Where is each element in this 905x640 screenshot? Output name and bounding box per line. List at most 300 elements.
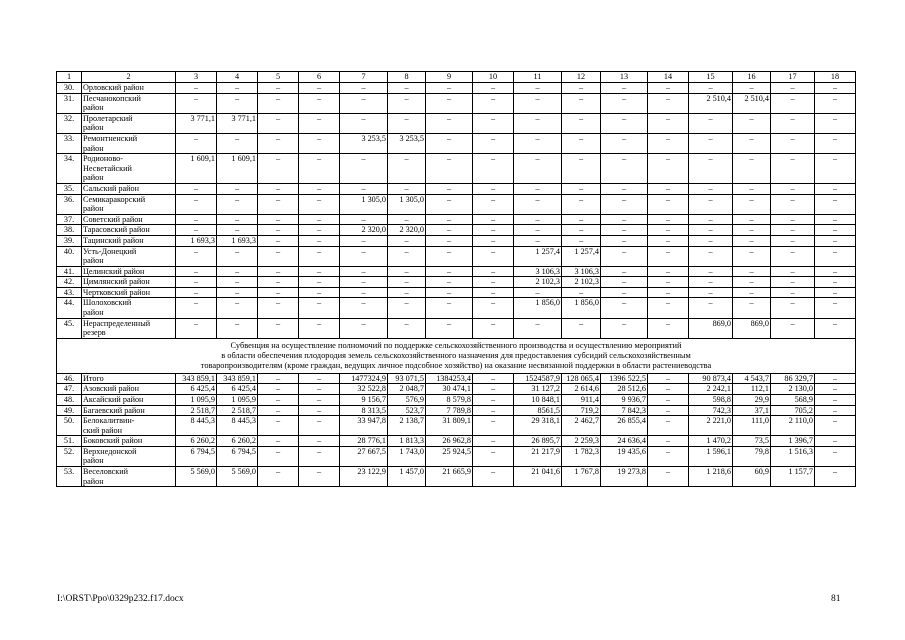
value-cell: – (562, 318, 601, 338)
value-cell: – (217, 183, 258, 194)
district-name-cell (82, 235, 176, 246)
value-cell: 1 516,3 (771, 446, 815, 466)
value-cell: 1 693,3 (217, 235, 258, 246)
section-title-line: в области обеспечения плодородия земель сельскохозяйственного назначения для предоставления субсидий сельскохозяйственным (221, 351, 691, 361)
value-cell: – (176, 183, 217, 194)
value-cell: – (299, 436, 340, 447)
row-number-cell: 53. (57, 467, 82, 487)
district-name-cell (82, 225, 176, 236)
value-cell: 31 127,2 (514, 384, 562, 395)
value-cell: 2 102,3 (514, 277, 562, 288)
value-cell: 60,9 (733, 467, 771, 487)
value-cell: – (340, 246, 388, 266)
value-cell: 568,9 (771, 394, 815, 405)
value-cell: 1 095,9 (176, 394, 217, 405)
value-cell: – (514, 83, 562, 94)
district-name-cell (82, 446, 176, 466)
value-cell: 3 771,1 (217, 113, 258, 133)
value-cell: – (815, 93, 856, 113)
table-row (57, 246, 856, 266)
value-cell: 29 318,1 (514, 416, 562, 436)
value-cell: 1384253,4 (426, 373, 473, 384)
value-cell: – (815, 83, 856, 94)
district-name-cell (82, 394, 176, 405)
value-cell: – (299, 394, 340, 405)
value-cell: 5 569,0 (176, 467, 217, 487)
value-cell: – (473, 318, 514, 338)
value-cell: 8 579,8 (426, 394, 473, 405)
value-cell: – (601, 318, 648, 338)
row-number-cell: 33. (57, 133, 82, 153)
value-cell: – (299, 318, 340, 338)
district-name-line: Усть-Донецкий (83, 246, 137, 256)
value-cell: – (426, 183, 473, 194)
value-cell: – (514, 235, 562, 246)
value-cell: 1 257,4 (562, 246, 601, 266)
value-cell: – (258, 266, 299, 277)
value-cell: 29,9 (733, 394, 771, 405)
value-cell: – (258, 113, 299, 133)
value-cell: – (258, 436, 299, 447)
value-cell: – (388, 246, 426, 266)
value-cell: 112,1 (733, 384, 771, 395)
value-cell: – (473, 277, 514, 288)
table-row (57, 133, 856, 153)
value-cell: 2 048,7 (388, 384, 426, 395)
value-cell: – (299, 246, 340, 266)
value-cell: – (689, 83, 733, 94)
value-cell: 1 609,1 (176, 154, 217, 184)
district-name-line: район (83, 456, 104, 466)
value-cell: – (601, 133, 648, 153)
value-cell: – (733, 113, 771, 133)
value-cell: – (514, 113, 562, 133)
value-cell: – (388, 93, 426, 113)
value-cell: – (426, 287, 473, 298)
value-cell: 86 329,7 (771, 373, 815, 384)
value-cell: – (388, 277, 426, 288)
value-cell: – (258, 93, 299, 113)
value-cell: – (815, 154, 856, 184)
district-name-line: район (83, 476, 104, 486)
value-cell: – (815, 287, 856, 298)
value-cell: – (733, 225, 771, 236)
district-name-cell (82, 277, 176, 288)
value-cell: 343 859,1 (176, 373, 217, 384)
value-cell: 2 221,0 (689, 416, 733, 436)
value-cell: 1 218,6 (689, 467, 733, 487)
value-cell: 1 470,2 (689, 436, 733, 447)
value-cell: – (733, 235, 771, 246)
value-cell: 10 848,1 (514, 394, 562, 405)
value-cell: 869,0 (689, 318, 733, 338)
value-cell: 8 445,3 (176, 416, 217, 436)
value-cell: 26 962,8 (426, 436, 473, 447)
value-cell: – (258, 318, 299, 338)
column-number-cell: 13 (601, 72, 648, 83)
value-cell: – (601, 246, 648, 266)
district-name-line: Ремонтненский (83, 133, 138, 143)
value-cell: 1 305,0 (340, 194, 388, 214)
value-cell: – (258, 467, 299, 487)
table-row (57, 277, 856, 288)
district-name-line: Советский район (83, 214, 143, 224)
table-body (57, 72, 856, 487)
value-cell: – (340, 318, 388, 338)
column-number-cell: 11 (514, 72, 562, 83)
value-cell: – (815, 225, 856, 236)
value-cell: – (771, 235, 815, 246)
table-row (57, 225, 856, 236)
value-cell: – (601, 93, 648, 113)
value-cell: – (176, 266, 217, 277)
value-cell: – (299, 113, 340, 133)
value-cell: – (340, 93, 388, 113)
value-cell: 3 253,5 (388, 133, 426, 153)
value-cell: – (562, 194, 601, 214)
value-cell: 2 320,0 (388, 225, 426, 236)
value-cell: – (648, 235, 689, 246)
row-number-cell: 49. (57, 405, 82, 416)
value-cell: 719,2 (562, 405, 601, 416)
value-cell: – (217, 298, 258, 318)
value-cell: – (258, 298, 299, 318)
value-cell: – (176, 214, 217, 225)
value-cell: – (176, 277, 217, 288)
column-number-cell: 2 (82, 72, 176, 83)
value-cell: – (562, 93, 601, 113)
value-cell: – (815, 446, 856, 466)
value-cell: – (601, 298, 648, 318)
table-row (57, 394, 856, 405)
table-row (57, 287, 856, 298)
value-cell: 8 313,5 (340, 405, 388, 416)
value-cell: – (733, 277, 771, 288)
value-cell: – (299, 93, 340, 113)
value-cell: – (733, 83, 771, 94)
value-cell: 21 217,9 (514, 446, 562, 466)
value-cell: – (217, 194, 258, 214)
value-cell: 3 771,1 (176, 113, 217, 133)
table-row (57, 467, 856, 487)
value-cell: – (648, 416, 689, 436)
value-cell: – (733, 183, 771, 194)
section-title-row (57, 338, 856, 373)
value-cell: – (689, 214, 733, 225)
value-cell: 343 859,1 (217, 373, 258, 384)
value-cell: – (815, 183, 856, 194)
row-number-cell: 32. (57, 113, 82, 133)
row-number-cell: 40. (57, 246, 82, 266)
value-cell: – (217, 266, 258, 277)
value-cell: – (426, 246, 473, 266)
value-cell: – (689, 133, 733, 153)
value-cell: – (815, 246, 856, 266)
value-cell: 1 813,3 (388, 436, 426, 447)
value-cell: 90 873,4 (689, 373, 733, 384)
value-cell: – (771, 318, 815, 338)
value-cell: – (648, 133, 689, 153)
district-name-cell (82, 416, 176, 436)
value-cell: – (340, 113, 388, 133)
column-number-cell: 14 (648, 72, 689, 83)
district-name-cell (82, 214, 176, 225)
value-cell: – (562, 154, 601, 184)
district-name-cell (82, 133, 176, 153)
value-cell: – (648, 93, 689, 113)
value-cell: – (648, 214, 689, 225)
value-cell: – (771, 277, 815, 288)
value-cell: – (340, 287, 388, 298)
value-cell: – (340, 214, 388, 225)
value-cell: – (299, 235, 340, 246)
value-cell: – (648, 467, 689, 487)
value-cell: – (473, 394, 514, 405)
value-cell: – (689, 298, 733, 318)
value-cell: – (473, 214, 514, 225)
value-cell: – (648, 225, 689, 236)
district-name-cell (82, 83, 176, 94)
value-cell: – (514, 154, 562, 184)
district-name-line: Родионово- (83, 154, 123, 164)
district-name-line: Тацинский район (83, 235, 144, 245)
value-cell: 9 156,7 (340, 394, 388, 405)
value-cell: 28 512,6 (601, 384, 648, 395)
value-cell: 2 242,1 (689, 384, 733, 395)
value-cell: 30 474,1 (426, 384, 473, 395)
value-cell: – (733, 133, 771, 153)
value-cell: – (299, 416, 340, 436)
value-cell: – (771, 113, 815, 133)
column-number-cell: 16 (733, 72, 771, 83)
value-cell: – (426, 225, 473, 236)
value-cell: 2 259,3 (562, 436, 601, 447)
value-cell: – (815, 436, 856, 447)
value-cell: – (388, 318, 426, 338)
column-number-cell: 6 (299, 72, 340, 83)
district-name-cell (82, 436, 176, 447)
value-cell: – (299, 133, 340, 153)
value-cell: – (648, 436, 689, 447)
value-cell: 4 543,7 (733, 373, 771, 384)
value-cell: – (815, 394, 856, 405)
value-cell: – (258, 446, 299, 466)
value-cell: – (601, 266, 648, 277)
value-cell: – (689, 235, 733, 246)
district-name-line: район (83, 256, 104, 266)
district-name-line: Тарасовский район (83, 225, 150, 235)
value-cell: 23 122,9 (340, 467, 388, 487)
district-name-line: Нераспределенный (83, 318, 151, 328)
value-cell: – (426, 83, 473, 94)
value-cell: – (388, 214, 426, 225)
table-row (57, 194, 856, 214)
value-cell: – (176, 298, 217, 318)
value-cell: 128 065,4 (562, 373, 601, 384)
value-cell: – (648, 405, 689, 416)
district-name-line: район (83, 143, 104, 153)
value-cell: – (258, 416, 299, 436)
value-cell: – (258, 194, 299, 214)
value-cell: – (562, 287, 601, 298)
value-cell: – (176, 93, 217, 113)
value-cell: – (689, 154, 733, 184)
value-cell: 6 260,2 (217, 436, 258, 447)
value-cell: – (258, 214, 299, 225)
row-number-cell: 43. (57, 287, 82, 298)
district-name-line: Азовский район (83, 384, 140, 394)
value-cell: – (771, 266, 815, 277)
value-cell: – (648, 373, 689, 384)
value-cell: – (771, 154, 815, 184)
value-cell: – (426, 266, 473, 277)
value-cell: – (258, 394, 299, 405)
value-cell: – (648, 446, 689, 466)
value-cell: 1 609,1 (217, 154, 258, 184)
value-cell: – (562, 83, 601, 94)
value-cell: – (217, 277, 258, 288)
value-cell: – (258, 225, 299, 236)
value-cell: 2 518,7 (176, 405, 217, 416)
value-cell: 2 130,0 (771, 384, 815, 395)
district-name-line: Сальский район (83, 183, 139, 193)
table-row (57, 416, 856, 436)
value-cell: 33 947,8 (340, 416, 388, 436)
value-cell: – (473, 154, 514, 184)
value-cell: – (299, 266, 340, 277)
value-cell: – (299, 467, 340, 487)
value-cell: – (426, 214, 473, 225)
value-cell: – (217, 318, 258, 338)
row-number-cell: 37. (57, 214, 82, 225)
table-row (57, 154, 856, 184)
value-cell: – (388, 113, 426, 133)
district-name-line: Итого (83, 373, 104, 383)
district-name-line: район (83, 103, 104, 113)
value-cell: 2 110,0 (771, 416, 815, 436)
value-cell: – (771, 246, 815, 266)
district-name-line: Веселовский (83, 467, 129, 477)
value-cell: – (299, 225, 340, 236)
row-number-cell: 48. (57, 394, 82, 405)
value-cell: – (601, 154, 648, 184)
value-cell: 1 767,8 (562, 467, 601, 487)
row-number-cell: 51. (57, 436, 82, 447)
column-number-cell: 4 (217, 72, 258, 83)
value-cell: 1 596,1 (689, 446, 733, 466)
value-cell: 1 856,0 (562, 298, 601, 318)
value-cell: – (258, 83, 299, 94)
value-cell: – (601, 194, 648, 214)
value-cell: – (771, 133, 815, 153)
row-number-cell: 45. (57, 318, 82, 338)
value-cell: 1 457,0 (388, 467, 426, 487)
district-name-line: Семикаракорский (83, 194, 146, 204)
value-cell: – (258, 183, 299, 194)
value-cell: – (815, 405, 856, 416)
district-name-line: Орловский район (83, 83, 144, 92)
value-cell: – (217, 287, 258, 298)
district-name-line: Боковский район (83, 436, 143, 446)
value-cell: 6 794,5 (176, 446, 217, 466)
value-cell: – (426, 113, 473, 133)
value-cell: – (258, 287, 299, 298)
district-name-cell (82, 246, 176, 266)
value-cell: – (426, 154, 473, 184)
value-cell: – (473, 298, 514, 318)
value-cell: 598,8 (689, 394, 733, 405)
value-cell: – (648, 154, 689, 184)
value-cell: – (299, 373, 340, 384)
value-cell: – (426, 133, 473, 153)
district-name-line: Целинский район (83, 266, 145, 276)
value-cell: – (815, 113, 856, 133)
district-name-cell (82, 266, 176, 277)
district-name-cell (82, 467, 176, 487)
value-cell: – (217, 225, 258, 236)
value-cell: – (299, 277, 340, 288)
value-cell: – (473, 446, 514, 466)
value-cell: – (815, 384, 856, 395)
value-cell: – (815, 214, 856, 225)
value-cell: 1477324,9 (340, 373, 388, 384)
value-cell: – (473, 287, 514, 298)
value-cell: – (340, 154, 388, 184)
value-cell: – (473, 235, 514, 246)
district-name-line: резерв (83, 328, 106, 338)
district-name-line: Верхнедонской (83, 446, 137, 456)
value-cell: – (388, 154, 426, 184)
value-cell: – (258, 235, 299, 246)
value-cell: 9 936,7 (601, 394, 648, 405)
value-cell: – (648, 194, 689, 214)
district-name-line: Шолоховский (83, 298, 132, 308)
value-cell: – (388, 287, 426, 298)
value-cell: – (648, 287, 689, 298)
value-cell: – (648, 183, 689, 194)
value-cell: 32 522,8 (340, 384, 388, 395)
value-cell: – (689, 183, 733, 194)
footer-page-number: 81 (831, 594, 841, 604)
value-cell: – (601, 235, 648, 246)
value-cell: 8 445,3 (217, 416, 258, 436)
value-cell: – (258, 277, 299, 288)
value-cell: – (473, 93, 514, 113)
value-cell: – (771, 225, 815, 236)
value-cell: 1 396,7 (771, 436, 815, 447)
district-name-line: район (83, 204, 104, 214)
value-cell: 1 856,0 (514, 298, 562, 318)
value-cell: – (601, 225, 648, 236)
value-cell: – (601, 83, 648, 94)
value-cell: 576,9 (388, 394, 426, 405)
value-cell: 8561,5 (514, 405, 562, 416)
value-cell: – (299, 194, 340, 214)
value-cell: – (815, 277, 856, 288)
value-cell: – (340, 298, 388, 318)
value-cell: – (733, 154, 771, 184)
value-cell: 3 106,3 (514, 266, 562, 277)
table-row (57, 436, 856, 447)
value-cell: – (689, 287, 733, 298)
value-cell: – (601, 183, 648, 194)
row-number-cell: 47. (57, 384, 82, 395)
value-cell: 2 518,7 (217, 405, 258, 416)
value-cell: 1524587,9 (514, 373, 562, 384)
value-cell: – (648, 384, 689, 395)
value-cell: – (299, 214, 340, 225)
district-name-line: Цимлянский район (83, 277, 150, 287)
